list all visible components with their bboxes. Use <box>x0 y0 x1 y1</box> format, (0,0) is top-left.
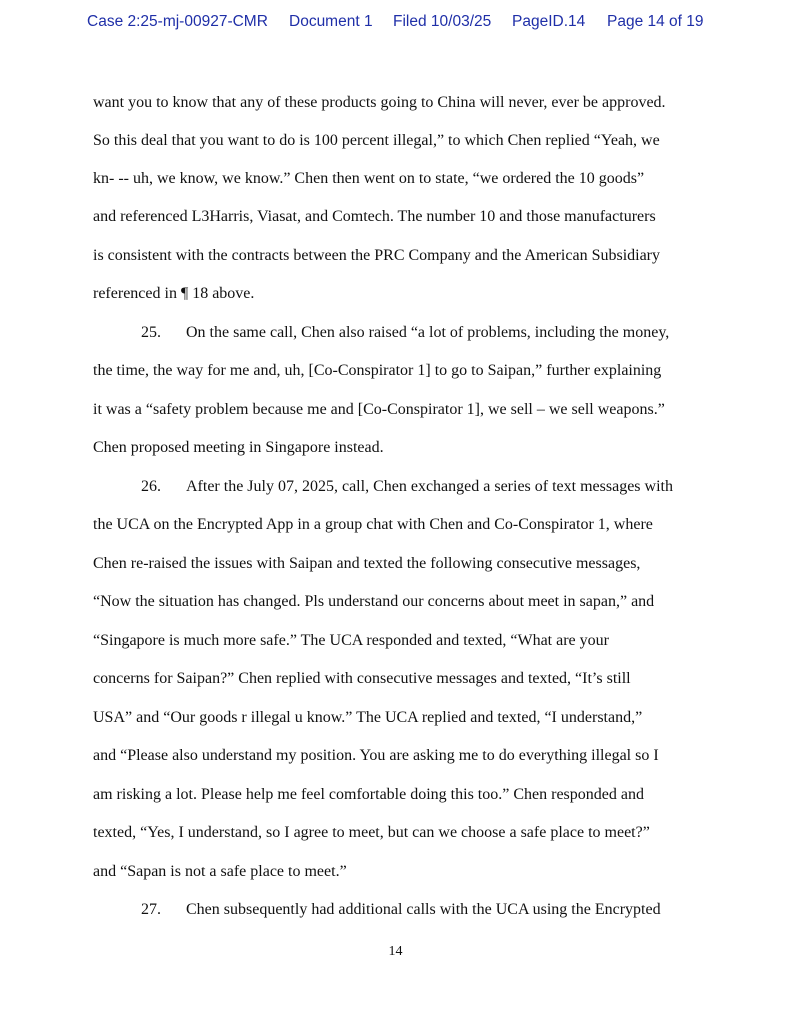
filed-date: Filed 10/03/25 <box>393 13 492 30</box>
text-line: referenced in ¶ 18 above. <box>93 285 255 302</box>
page-count: Page 14 of 19 <box>607 13 704 30</box>
case-header <box>0 13 791 35</box>
case-number: Case 2:25-mj-00927-CMR <box>87 13 268 30</box>
paragraph-number: 27. <box>141 901 161 918</box>
text-line: want you to know that any of these products going to China will never, ever be approved. <box>93 94 666 111</box>
page-id: PageID.14 <box>512 13 586 30</box>
text-line: texted, “Yes, I understand, so I agree to meet, but can we choose a safe place to meet?” <box>93 824 650 841</box>
text-line: concerns for Saipan?” Chen replied with consecutive messages and texted, “It’s still <box>93 670 631 687</box>
paragraph-number: 26. <box>141 478 161 495</box>
text-line: and “Sapan is not a safe place to meet.” <box>93 863 347 880</box>
text-line: USA” and “Our goods r illegal u know.” The UCA replied and texted, “I understand,” <box>93 709 643 726</box>
text-line: and referenced L3Harris, Viasat, and Comtech. The number 10 and those manufacturers <box>93 208 656 225</box>
text-line: kn- -- uh, we know, we know.” Chen then went on to state, “we ordered the 10 goods” <box>93 170 645 187</box>
page-number: 14 <box>388 944 403 959</box>
text-line: is consistent with the contracts between the PRC Company and the American Subsidiary <box>93 247 661 264</box>
paragraph-26-start: 26. After the July 07, 2025, call, Chen exchanged a series of text messages with <box>141 478 673 495</box>
document-number: Document 1 <box>289 13 373 30</box>
text-line: “Now the situation has changed. Pls understand our concerns about meet in sapan,” and <box>93 593 655 610</box>
text-line: the time, the way for me and, uh, [Co-Conspirator 1] to go to Saipan,” further explaining <box>93 362 662 379</box>
text-line: “Singapore is much more safe.” The UCA responded and texted, “What are your <box>93 632 609 649</box>
text-line: So this deal that you want to do is 100 percent illegal,” to which Chen replied “Yeah, we <box>93 132 660 149</box>
text-line: Chen proposed meeting in Singapore instead. <box>93 439 384 456</box>
text-line: am risking a lot. Please help me feel comfortable doing this too.” Chen responded and <box>93 786 644 803</box>
paragraph-25-start: 25. On the same call, Chen also raised “a lot of problems, including the money, <box>141 324 670 341</box>
text-line: Chen re-raised the issues with Saipan and texted the following consecutive messages, <box>93 555 641 572</box>
paragraph-number: 25. <box>141 324 161 341</box>
paragraph-27-start: 27. Chen subsequently had additional calls with the UCA using the Encrypted <box>141 901 661 918</box>
text-line: and “Please also understand my position. You are asking me to do everything illegal so I <box>93 747 659 764</box>
text-line: the UCA on the Encrypted App in a group chat with Chen and Co-Conspirator 1, where <box>93 516 653 533</box>
text-line: it was a “safety problem because me and [Co-Conspirator 1], we sell – we sell weapons.” <box>93 401 665 418</box>
